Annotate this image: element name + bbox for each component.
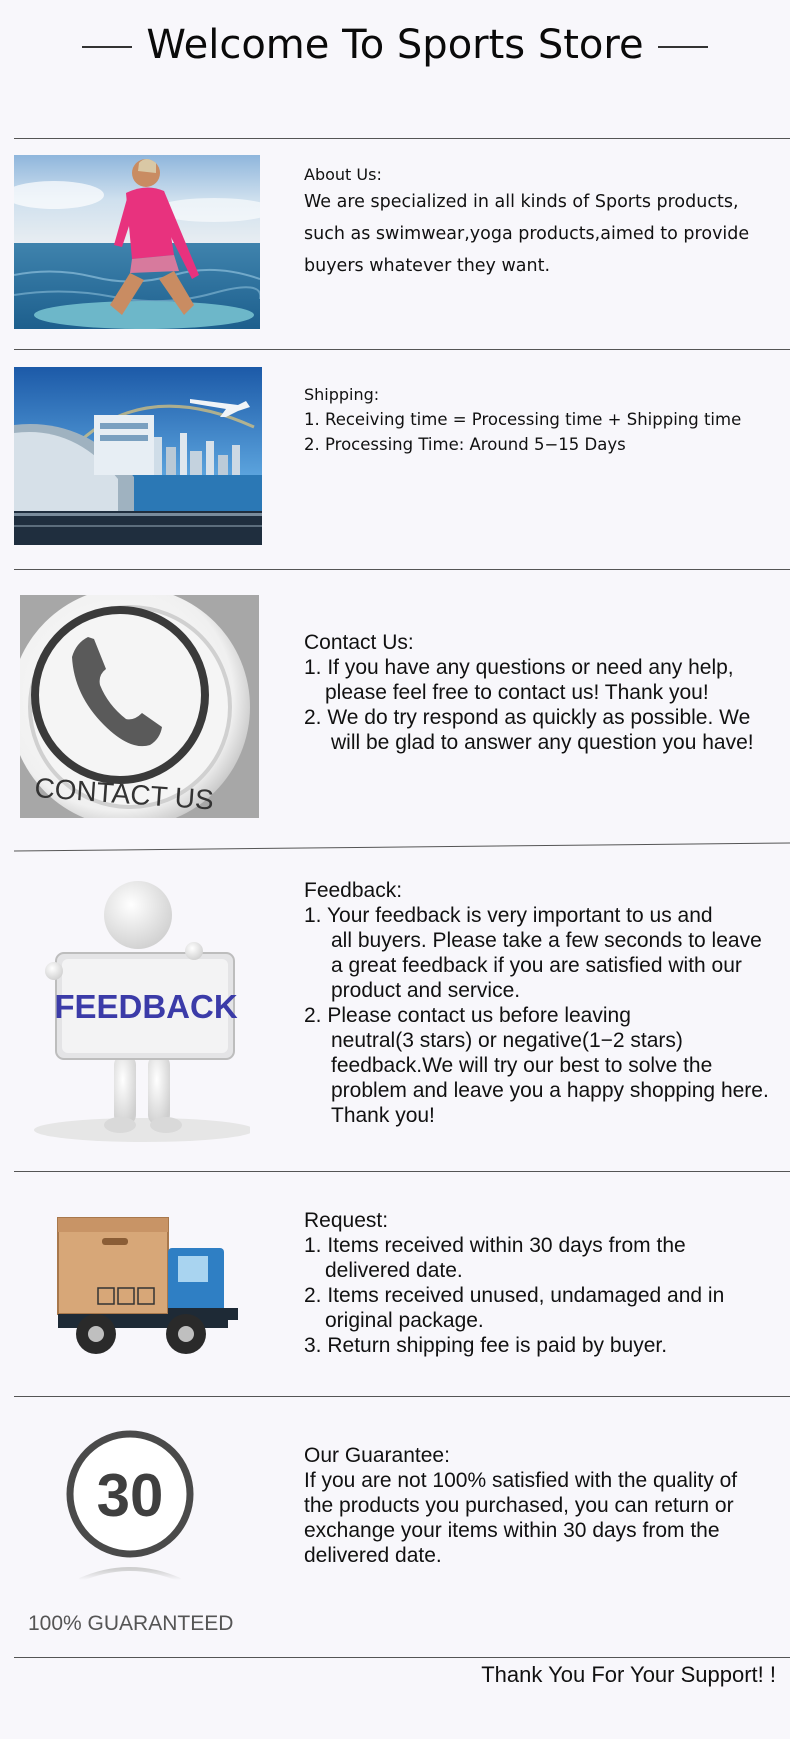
request-line: 2. Items received unused, undamaged and in xyxy=(304,1284,725,1307)
title-right-dash xyxy=(658,46,708,48)
feedback-line: Thank you! xyxy=(331,1104,435,1127)
feedback-line: a great feedback if you are satisfied with our xyxy=(331,954,742,977)
shipping-line: 1. Receiving time = Processing time + Shipping time xyxy=(304,410,742,429)
request-heading: Request: xyxy=(304,1209,389,1232)
truck-image xyxy=(50,1212,240,1362)
shipping-line: 2. Processing Time: Around 5−15 Days xyxy=(304,435,626,454)
feedback-heading: Feedback: xyxy=(304,879,403,902)
contact-image xyxy=(20,595,259,818)
divider xyxy=(14,1396,790,1397)
guarantee-line: delivered date. xyxy=(304,1544,442,1567)
feedback-line: 2. Please contact us before leaving xyxy=(304,1004,631,1027)
contact-heading: Contact Us: xyxy=(304,631,414,654)
contact-line: 2. We do try respond as quickly as possible. We xyxy=(304,706,751,729)
about-image xyxy=(14,155,260,329)
request-line: delivered date. xyxy=(325,1259,463,1282)
request-text xyxy=(304,1208,790,1358)
feedback-line: product and service. xyxy=(331,979,521,1002)
feedback-line: all buyers. Please take a few seconds to leave xyxy=(331,929,762,952)
feedback-image-label: FEEDBACK xyxy=(54,988,238,1025)
divider xyxy=(14,349,790,350)
contact-line: please feel free to contact us! Thank you! xyxy=(325,681,709,704)
feedback-text xyxy=(304,878,790,1128)
page-title xyxy=(0,22,790,68)
guarantee-line: If you are not 100% satisfied with the quality of xyxy=(304,1469,738,1492)
request-line: 1. Items received within 30 days from the xyxy=(304,1234,686,1257)
feedback-line: neutral(3 stars) or negative(1−2 stars) xyxy=(331,1029,683,1052)
shipping-image xyxy=(14,367,262,545)
contact-line: 1. If you have any questions or need any help, xyxy=(304,656,734,679)
divider xyxy=(14,1657,790,1658)
guarantee-line: exchange your items within 30 days from the xyxy=(304,1519,720,1542)
page-title-text: Welcome To Sports Store xyxy=(146,22,644,68)
feedback-line: problem and leave you a happy shopping here. xyxy=(331,1079,769,1102)
request-line: original package. xyxy=(325,1309,484,1332)
divider xyxy=(14,138,790,139)
guarantee-label: 100% GUARANTEED xyxy=(28,1612,234,1635)
guarantee-number: 30 xyxy=(96,1462,164,1529)
guarantee-badge xyxy=(64,1428,196,1598)
request-line: 3. Return shipping fee is paid by buyer. xyxy=(304,1334,668,1357)
contact-image-label: CONTACT US xyxy=(33,772,215,816)
about-line: We are specialized in all kinds of Sports products, xyxy=(304,192,739,212)
about-line: buyers whatever they want. xyxy=(304,256,551,276)
guarantee-line: the products you purchased, you can return or xyxy=(304,1494,734,1517)
guarantee-heading: Our Guarantee: xyxy=(304,1444,450,1467)
thanks-text: Thank You For Your Support! ! xyxy=(481,1662,776,1687)
about-heading: About Us: xyxy=(304,165,382,184)
shipping-text xyxy=(304,382,790,457)
divider xyxy=(14,1171,790,1172)
guarantee-text xyxy=(304,1443,790,1568)
divider-tilted xyxy=(14,840,790,852)
contact-line: will be glad to answer any question you have! xyxy=(331,731,754,754)
feedback-line: feedback.We will try our best to solve the xyxy=(331,1054,713,1077)
contact-text xyxy=(304,630,790,755)
shipping-heading: Shipping: xyxy=(304,385,380,404)
title-left-dash xyxy=(82,46,132,48)
divider xyxy=(14,569,790,570)
feedback-line: 1. Your feedback is very important to us and xyxy=(304,904,713,927)
about-line: such as swimwear,yoga products,aimed to provide xyxy=(304,224,750,244)
about-text xyxy=(304,162,790,279)
feedback-image xyxy=(14,875,250,1143)
